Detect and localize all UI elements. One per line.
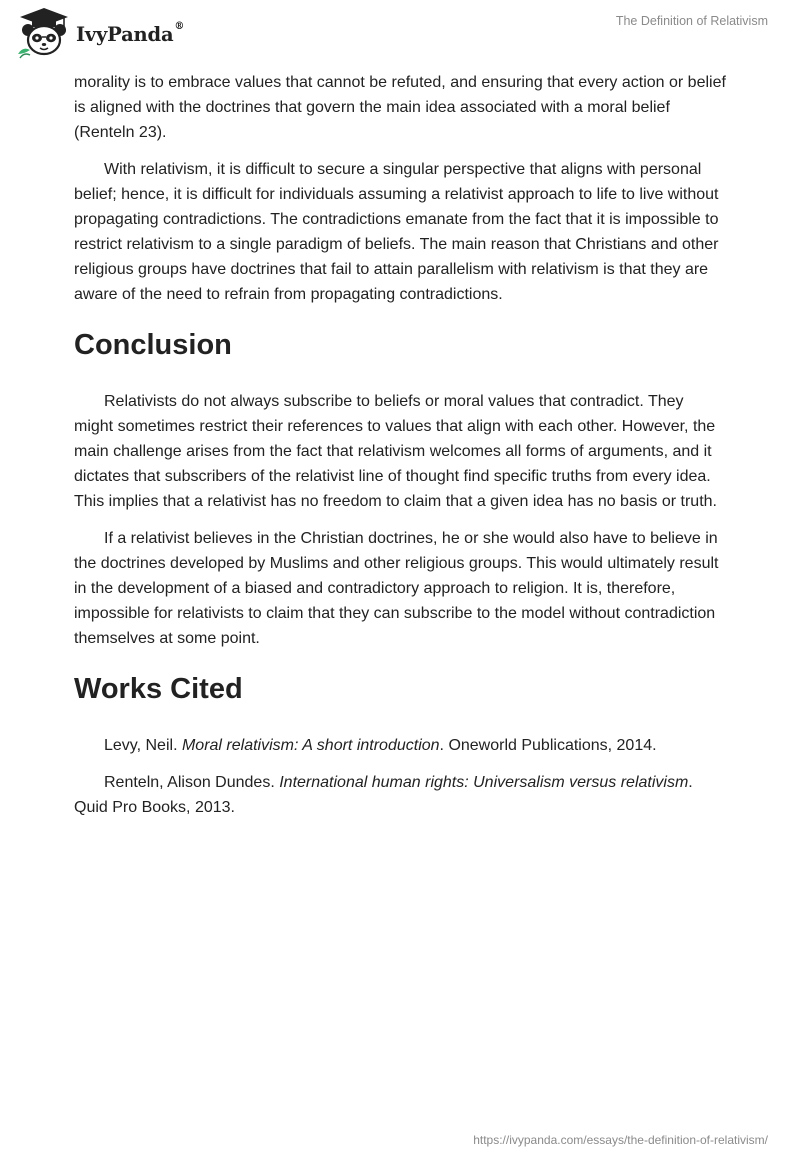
citation-entry — [74, 733, 726, 758]
document-title: The Definition of Relativism — [615, 14, 768, 28]
conclusion-heading: Conclusion — [74, 329, 232, 361]
panda-graduate-icon — [14, 6, 74, 60]
essay-content — [74, 70, 726, 832]
works-cited-heading: Works Cited — [74, 673, 243, 705]
brand-name: IvyPanda — [76, 22, 174, 46]
body-paragraph: morality is to embrace values that cannot be refuted, and ensuring that every action or belief is aligned with the doctrines that govern the main idea associated with a moral belief (Renteln 23). — [74, 74, 726, 141]
citation-title: Moral relativism: A short introduction — [181, 737, 440, 754]
registered-mark: ® — [174, 20, 185, 32]
citation-entry — [74, 770, 726, 820]
source-url[interactable]: https://ivypanda.com/essays/the-definition-of-relativism/ — [473, 1133, 768, 1147]
citation-publisher: . Quid Pro Books, 2013. — [74, 774, 693, 816]
page-header — [0, 0, 800, 64]
body-paragraph: Relativists do not always subscribe to beliefs or moral values that contradict. They might sometimes restrict their references to values that align with each other. However, the main challenge arises from the fact that relativism welcomes all forms of arguments, and it dictates that subscribers of the relativist line of thought find specific truths from every idea. This implies that a relativist has no freedom to claim that a given idea has no basis or truth. — [74, 393, 717, 510]
ivypanda-logo[interactable] — [14, 6, 184, 60]
body-paragraph: With relativism, it is difficult to secure a singular perspective that aligns with personal belief; hence, it is difficult for individuals assuming a relativist approach to life to live without propagating contradictions. The contradictions emanate from the fact that it is impossible to restrict relativism to a single paradigm of beliefs. The main reason that Christians and other religious groups have doctrines that fail to attain parallelism with relativism is that they are aware of the need to refrain from propagating contradictions. — [74, 161, 719, 303]
body-paragraph: If a relativist believes in the Christian doctrines, he or she would also have to believe in the doctrines developed by Muslims and other religious groups. This would ultimately result in the development of a biased and contradictory approach to religion. It is, therefore, impossible for relativists to claim that they can subscribe to the model without contradiction themselves at some point. — [74, 530, 719, 647]
citation-title: International human rights: Universalism versus relativism — [279, 774, 689, 791]
citation-publisher: . Oneworld Publications, 2014. — [439, 737, 657, 754]
citation-author: Renteln, Alison Dundes. — [104, 774, 275, 791]
citation-author: Levy, Neil. — [104, 737, 178, 754]
